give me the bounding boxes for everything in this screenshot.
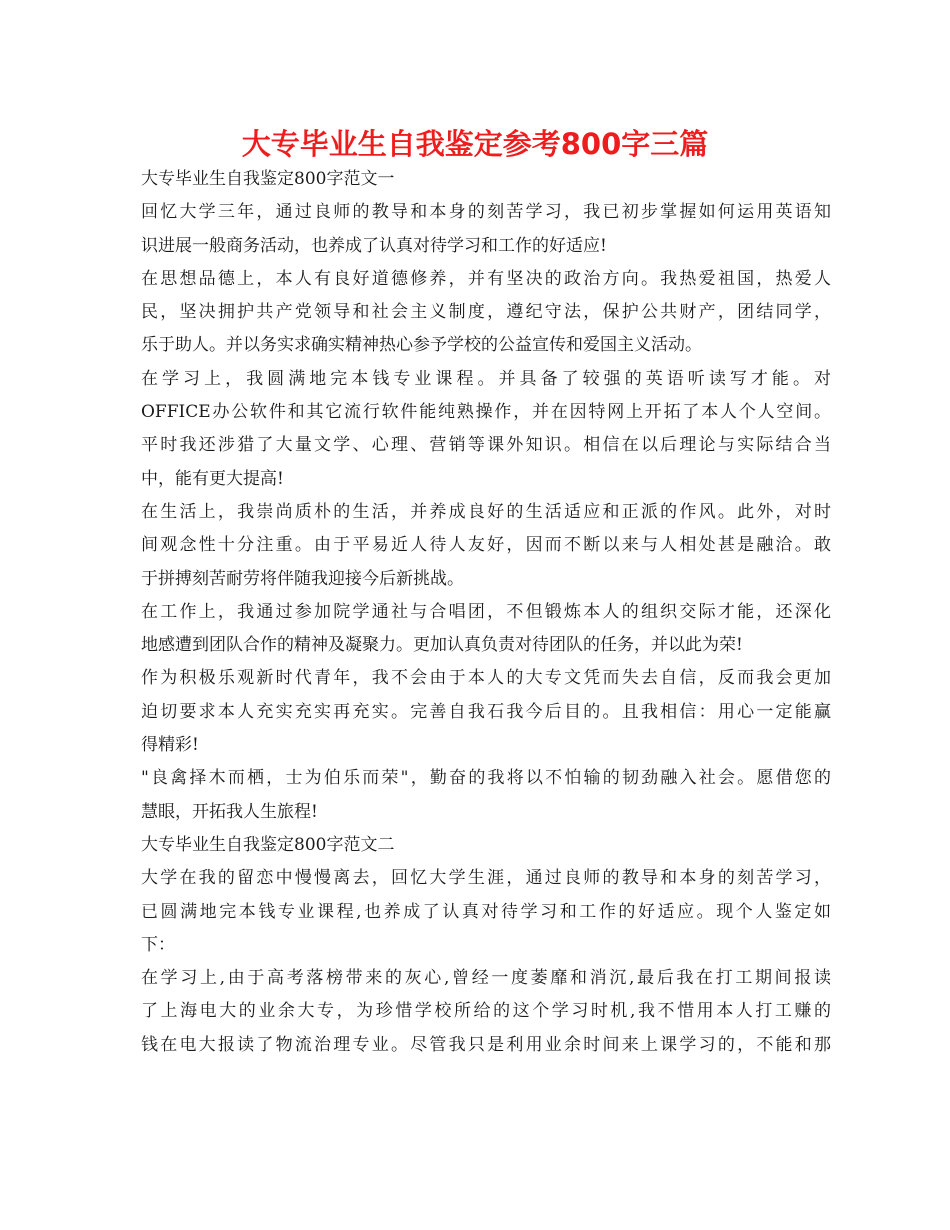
text-line: 地感遭到团队合作的精神及凝聚力。更加认真负责对待团队的任务，并以此为荣! [141, 635, 743, 656]
text-line: 大学在我的留恋中慢慢离去，回忆大学生涯，通过良师的教导和本身的刻苦学习， [141, 868, 831, 889]
text-line: 回忆大学三年，通过良师的教导和本身的刻苦学习，我已初步掌握如何运用英语知 [141, 202, 831, 223]
text-line: 钱在电大报读了物流治理专业。尽管我只是利用业余时间来上课学习的，不能和那 [141, 1034, 831, 1055]
text-line: 在学习上，我圆满地完本钱专业课程。并具备了较强的英语听读写才能。对 [141, 368, 831, 389]
text-line: 慧眼，开拓我人生旅程! [141, 801, 318, 822]
text-line: 下： [141, 934, 175, 955]
text-line: 已圆满地完本钱专业课程,也养成了认真对待学习和工作的好适应。现个人鉴定如 [141, 901, 831, 922]
text-line: 大专毕业生自我鉴定800字范文一 [141, 169, 395, 189]
text-line: "良禽择木而栖，士为伯乐而荣"，勤奋的我将以不怕输的韧劲融入社会。愿借您的 [141, 768, 831, 789]
text-line: 了上海电大的业余大专，为珍惜学校所给的这个学习时机,我不惜用本人打工赚的 [141, 1001, 831, 1022]
text-line: 间观念性十分注重。由于平易近人待人友好，因而不断以来与人相处甚是融洽。敢 [141, 535, 831, 556]
document-title: 大专毕业生自我鉴定参考800字三篇 [241, 127, 709, 161]
text-line: 于拼搏刻苦耐劳将伴随我迎接今后新挑战。 [141, 568, 464, 589]
text-line: 平时我还涉猎了大量文学、心理、营销等课外知识。相信在以后理论与实际结合当 [141, 435, 831, 456]
text-line: 大专毕业生自我鉴定800字范文二 [141, 834, 395, 855]
text-line: 在工作上，我通过参加院学通社与合唱团，不但锻炼本人的组织交际才能，还深化 [141, 601, 831, 622]
text-line: 在生活上，我崇尚质朴的生活，并养成良好的生活适应和正派的作风。此外，对时 [141, 501, 831, 522]
text-line: 民，坚决拥护共产党领导和社会主义制度，遵纪守法，保护公共财产，团结同学， [141, 302, 831, 323]
text-line: 识进展一般商务活动，也养成了认真对待学习和工作的好适应! [141, 235, 607, 256]
text-line: 中，能有更大提高! [141, 468, 284, 489]
text-line: 在学习上,由于高考落榜带来的灰心,曾经一度萎靡和消沉,最后我在打工期间报读 [141, 968, 831, 989]
text-line: 乐于助人。并以务实求确实精神热心参予学校的公益宣传和爱国主义活动。 [141, 335, 702, 356]
text-line: 在思想品德上，本人有良好道德修养，并有坚决的政治方向。我热爱祖国，热爱人 [141, 268, 831, 289]
document-body [141, 163, 831, 1062]
text-line: 迫切要求本人充实充实再充实。完善自我石我今后目的。且我相信：用心一定能赢 [141, 701, 831, 722]
text-line: 得精彩! [141, 735, 199, 756]
text-line: OFFICE办公软件和其它流行软件能纯熟操作，并在因特网上开拓了本人个人空间。 [141, 402, 831, 423]
text-line: 作为积极乐观新时代青年，我不会由于本人的大专文凭而失去自信，反而我会更加 [141, 668, 831, 689]
